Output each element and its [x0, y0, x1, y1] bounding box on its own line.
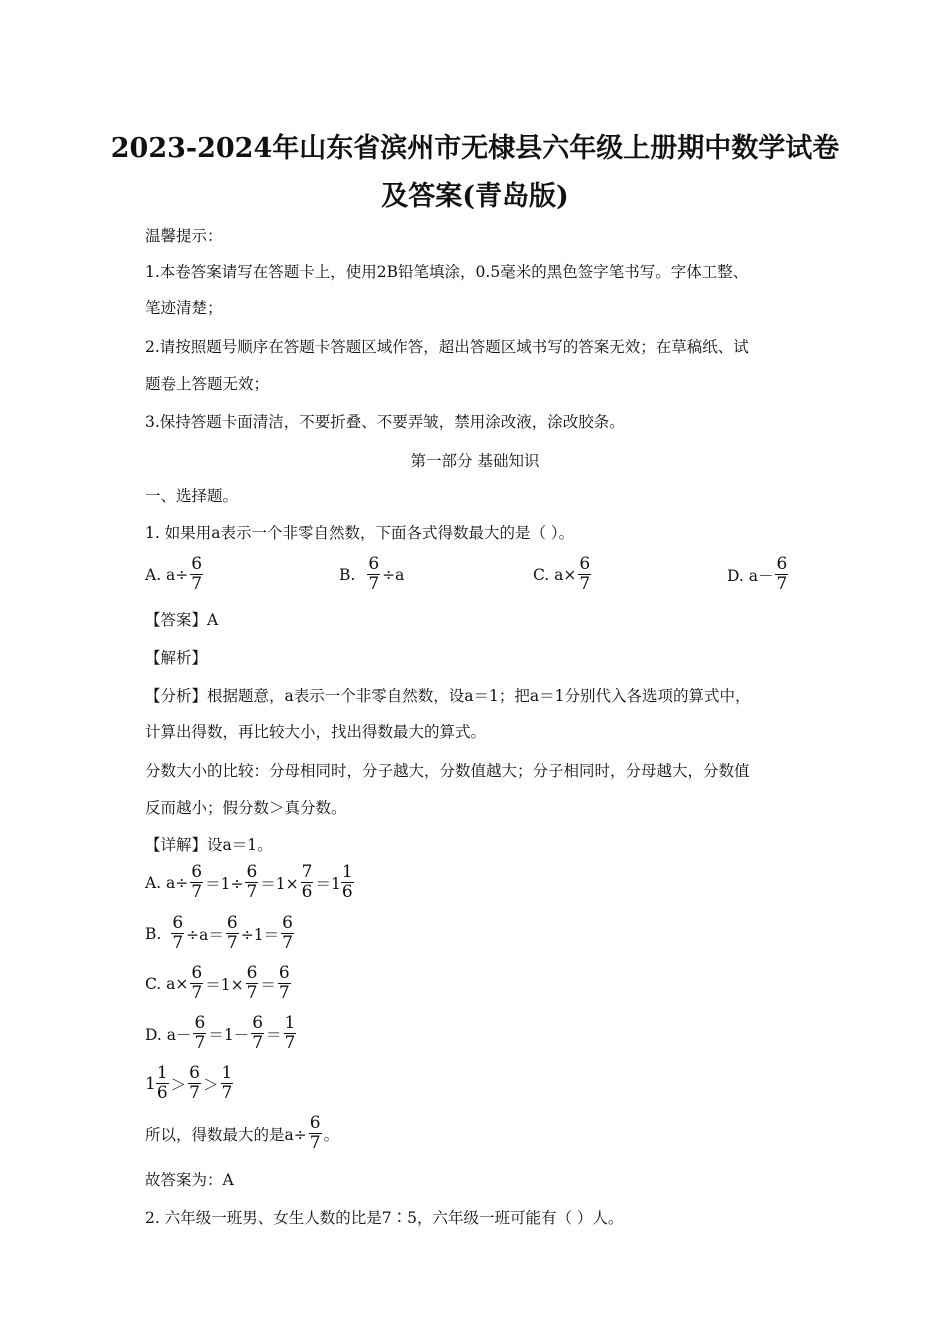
denominator: 7	[194, 1033, 206, 1053]
calc-a-frac1	[190, 863, 203, 902]
numerator: 6	[776, 554, 788, 574]
conclusion-suffix: 。	[323, 1125, 340, 1144]
numerator: 6	[368, 554, 380, 574]
q1-calc-b	[145, 914, 296, 953]
denominator: 6	[341, 882, 353, 902]
calc-c-part3: ＝	[260, 975, 276, 994]
calc-c-part2: ＝1×	[205, 975, 244, 994]
denominator: 7	[579, 574, 591, 594]
calc-c-part1: C. a×	[145, 974, 189, 993]
numerator: 6	[309, 1113, 321, 1133]
tip-2-line-a: 2.请按照题号顺序在答题卡答题区域作答，超出答题区域书写的答案无效；在草稿纸、试	[145, 338, 749, 356]
numerator: 1	[284, 1013, 296, 1033]
numerator: 6	[278, 963, 290, 983]
q1-analysis-2a: 分数大小的比较：分母相同时，分子越大，分数值越大；分子相同时，分母越大，分数值	[145, 762, 750, 780]
q1-detail: 【详解】设a＝1。	[145, 836, 273, 854]
calc-b-frac1	[171, 914, 184, 953]
calc-a-part2: ＝1÷	[205, 874, 244, 893]
numerator: 6	[252, 1013, 264, 1033]
doc-title-line2: 及答案(青岛版)	[381, 181, 569, 212]
calc-d-part2: ＝1－	[208, 1025, 250, 1044]
option-b-suffix: ÷a	[382, 565, 405, 584]
option-c-prefix: C. a×	[533, 565, 577, 584]
calc-d-frac2	[251, 1014, 264, 1053]
numerator: 1	[156, 1063, 168, 1083]
calc-b-frac3	[281, 914, 294, 953]
calc-d-frac1	[193, 1014, 206, 1053]
q1-analysis-1b: 计算出得数，再比较大小，找出得数最大的算式。	[145, 723, 487, 741]
denominator: 6	[301, 882, 313, 902]
compare-gt1: ＞	[170, 1075, 187, 1094]
section-heading: 一、选择题。	[145, 487, 239, 505]
q1-compare	[145, 1064, 235, 1103]
q1-calc-a	[145, 863, 356, 902]
denominator: 7	[191, 983, 203, 1003]
part-title: 第一部分 基础知识	[410, 452, 540, 470]
denominator: 7	[776, 574, 788, 594]
tip-3: 3.保持答题卡面清洁，不要折叠、不要弄皱，禁用涂改液，涂改胶条。	[145, 413, 625, 431]
denominator: 7	[368, 574, 380, 594]
calc-b-part2: ÷a＝	[186, 925, 224, 944]
q1-analysis-1a: 【分析】根据题意，a表示一个非零自然数，设a＝1；把a＝1分别代入各选项的算式中，	[145, 687, 751, 705]
option-d-prefix: D. a－	[727, 566, 774, 585]
q1-analysis-2b: 反而越小；假分数＞真分数。	[145, 799, 347, 817]
tip-1-line-a: 1.本卷答案请写在答题卡上，使用2B铅笔填涂，0.5毫米的黑色签字笔书写。字体工整、	[145, 263, 749, 281]
denominator: 7	[278, 983, 290, 1003]
calc-a-part3: ＝1×	[260, 874, 299, 893]
numerator: 1	[221, 1063, 233, 1083]
q1-calc-c	[145, 964, 293, 1003]
calc-c-frac2	[246, 964, 259, 1003]
denominator: 7	[246, 882, 258, 902]
calc-a-frac3	[301, 863, 314, 902]
calc-d-frac3	[284, 1014, 297, 1053]
calc-c-frac1	[190, 964, 203, 1003]
calc-a-frac4	[341, 863, 354, 902]
option-d-fraction	[775, 555, 788, 594]
tips-heading: 温馨提示：	[145, 227, 223, 245]
denominator: 7	[284, 1033, 296, 1053]
calc-b-part1: B.	[145, 924, 162, 943]
denominator: 7	[309, 1133, 321, 1153]
q1-option-c	[533, 555, 593, 594]
option-a-fraction	[190, 555, 203, 594]
numerator: 6	[246, 963, 258, 983]
numerator: 6	[191, 862, 203, 882]
numerator: 6	[194, 1013, 206, 1033]
compare-whole: 1	[145, 1073, 156, 1094]
q1-conclusion	[145, 1114, 339, 1153]
tip-1-line-b: 笔迹清楚；	[145, 299, 223, 317]
conclusion-frac	[309, 1114, 322, 1153]
calc-d-part1: D. a－	[145, 1025, 192, 1044]
numerator: 6	[191, 554, 203, 574]
compare-frac1	[156, 1064, 169, 1103]
numerator: 6	[191, 963, 203, 983]
numerator: 6	[172, 913, 184, 933]
calc-a-frac2	[245, 863, 258, 902]
numerator: 6	[282, 913, 293, 933]
q1-option-b	[339, 555, 404, 594]
numerator: 1	[341, 862, 353, 882]
option-b-prefix: B.	[339, 565, 356, 584]
numerator: 7	[301, 862, 313, 882]
q2-stem: 2. 六年级一班男、女生人数的比是7∶5，六年级一班可能有（ ）人。	[145, 1209, 624, 1227]
q1-answer: 【答案】A	[145, 611, 219, 629]
option-c-fraction	[578, 555, 591, 594]
denominator: 7	[221, 1083, 233, 1103]
calc-a-part1: A. a÷	[145, 873, 189, 892]
denominator: 7	[191, 574, 203, 594]
denominator: 6	[156, 1083, 168, 1103]
denominator: 7	[189, 1083, 200, 1103]
compare-frac3	[221, 1064, 234, 1103]
numerator: 6	[226, 913, 238, 933]
numerator: 6	[189, 1063, 200, 1083]
denominator: 7	[172, 933, 184, 953]
calc-a-part4: ＝1	[315, 874, 341, 893]
option-b-fraction	[367, 555, 380, 594]
denominator: 7	[191, 882, 203, 902]
tip-2-line-b: 题卷上答题无效；	[145, 375, 270, 393]
compare-frac2	[188, 1064, 201, 1103]
q1-stem: 1. 如果用a表示一个非零自然数，下面各式得数最大的是（ ）。	[145, 524, 575, 542]
q1-option-d	[727, 555, 790, 594]
q1-option-a	[145, 555, 205, 594]
option-a-prefix: A. a÷	[145, 565, 189, 584]
denominator: 7	[282, 933, 293, 953]
calc-c-frac3	[278, 964, 291, 1003]
doc-title-line1: 2023-2024年山东省滨州市无棣县六年级上册期中数学试卷	[110, 133, 840, 164]
denominator: 7	[246, 983, 258, 1003]
q1-analysis-label: 【解析】	[145, 649, 208, 667]
numerator: 6	[579, 554, 591, 574]
numerator: 6	[246, 862, 258, 882]
denominator: 7	[226, 933, 238, 953]
compare-gt2: ＞	[203, 1075, 219, 1094]
denominator: 7	[252, 1033, 264, 1053]
conclusion-prefix: 所以，得数最大的是a÷	[145, 1125, 307, 1144]
q1-calc-d	[145, 1014, 298, 1053]
q1-final-answer: 故答案为：A	[145, 1171, 234, 1189]
calc-b-frac2	[226, 914, 239, 953]
calc-d-part3: ＝	[266, 1025, 282, 1044]
calc-b-part3: ÷1＝	[240, 925, 280, 944]
